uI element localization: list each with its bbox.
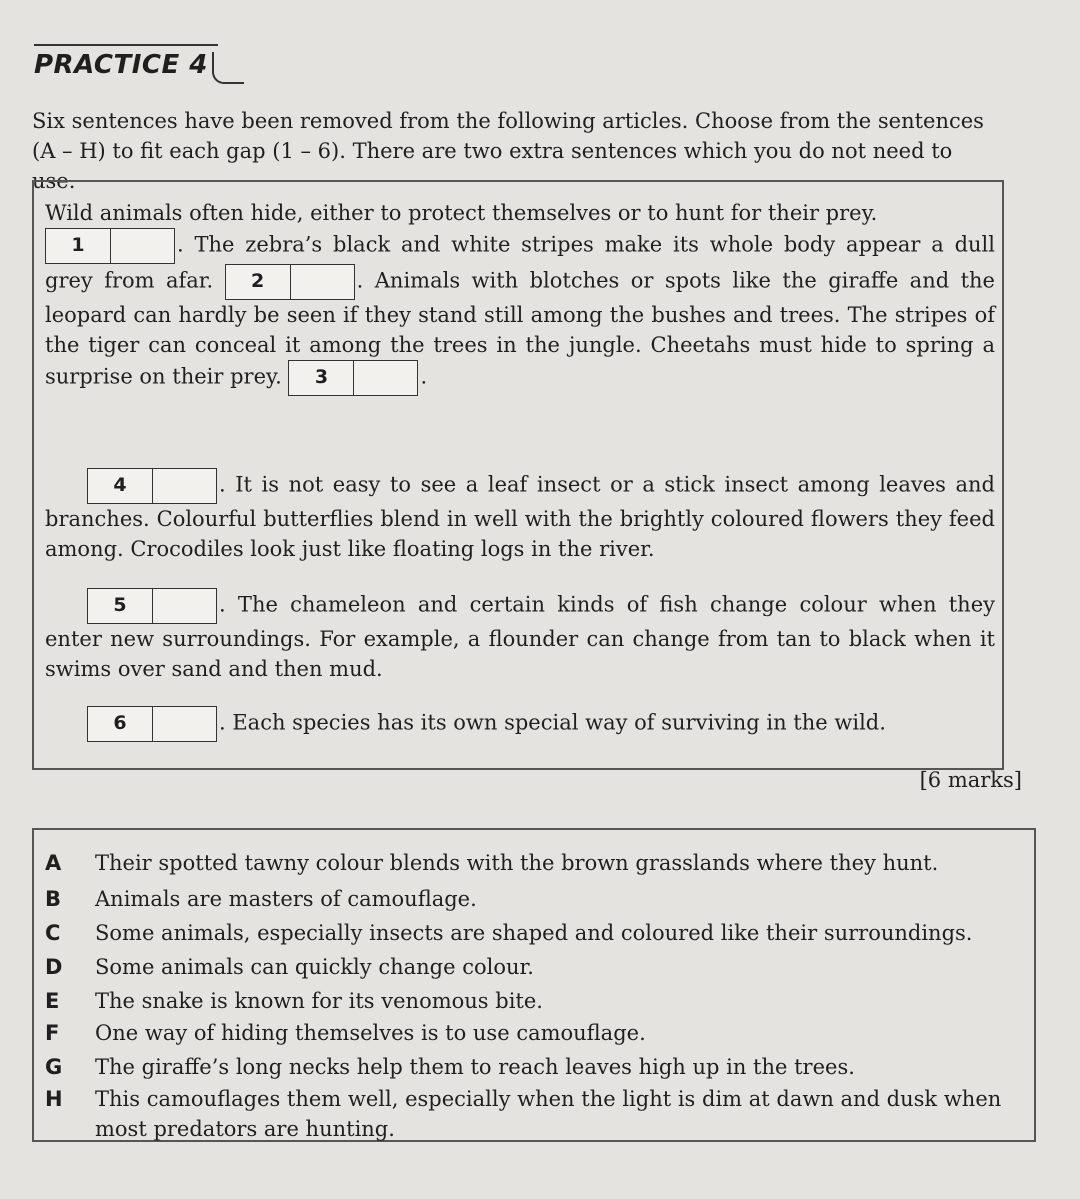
option-c [45, 918, 1025, 948]
option-text: This camouflages them well, especially when the light is dim at dawn and dusk when most predators are hunting. [95, 1087, 1002, 1141]
gap-1[interactable] [45, 228, 175, 264]
gap-5-number: 5 [88, 589, 153, 623]
option-letter: D [45, 955, 63, 979]
passage-sentence-1: . The zebra’s black and white stripes make its whole body appear a dull grey from afar. [45, 232, 995, 293]
option-letter: F [45, 1021, 60, 1045]
gap-3-number: 3 [289, 361, 354, 395]
option-text: The snake is known for its venomous bite. [95, 989, 543, 1013]
passage-sentence-3: . [420, 364, 428, 389]
gap-5-answer[interactable] [153, 589, 216, 623]
passage-sentence-5: . The chameleon and certain kinds of fish change colour when they enter new surroundings. For example, a flounder can change from tan to black when it swims over sand and then mud. [45, 592, 995, 681]
gap-4[interactable] [87, 468, 217, 504]
option-letter: G [45, 1055, 63, 1079]
option-letter: C [45, 921, 61, 945]
passage-paragraph-2 [45, 468, 995, 564]
passage-paragraph-4 [45, 706, 995, 742]
option-d [45, 952, 1025, 982]
gap-3[interactable] [288, 360, 418, 396]
option-f [45, 1018, 1025, 1048]
option-text: Their spotted tawny colour blends with the brown grasslands where they hunt. [95, 851, 939, 875]
gap-2-number: 2 [226, 265, 291, 299]
option-e [45, 986, 1025, 1016]
gap-3-answer[interactable] [354, 361, 417, 395]
gap-6-answer[interactable] [153, 707, 216, 741]
option-letter: E [45, 989, 60, 1013]
instructions: Six sentences have been removed from the following articles. Choose from the sentences (A – H) to fit each gap (1 – 6). There are two extra sentences which you do not need to use. [32, 109, 984, 193]
passage-sentence-2: . Animals with blotches or spots like the giraffe and the leopard can hardly be seen if they stand still among the bushes and trees. The stripes of the tiger can conceal it among the trees in the jungle. Cheetahs must hide to spring a surprise on their prey. [45, 268, 995, 389]
option-text: Some animals, especially insects are shaped and coloured like their surroundings. [95, 921, 973, 945]
gap-2[interactable] [225, 264, 355, 300]
marks-label: [6 marks] [919, 768, 1022, 792]
option-text: Some animals can quickly change colour. [95, 955, 534, 979]
option-b [45, 884, 1025, 914]
option-text: One way of hiding themselves is to use camouflage. [95, 1021, 646, 1045]
page-heading: PRACTICE 4 [34, 44, 218, 80]
passage-sentence-6: . Each species has its own special way of surviving in the wild. [219, 710, 886, 735]
gap-5[interactable] [87, 588, 217, 624]
option-text: The giraffe’s long necks help them to reach leaves high up in the trees. [95, 1055, 855, 1079]
option-g [45, 1052, 1025, 1082]
gap-6[interactable] [87, 706, 217, 742]
passage-sentence-0: Wild animals often hide, either to protect themselves or to hunt for their prey. [45, 201, 878, 225]
option-letter: A [45, 851, 62, 875]
option-a [45, 848, 1025, 878]
gap-1-answer[interactable] [111, 229, 174, 263]
gap-4-answer[interactable] [153, 469, 216, 503]
passage-paragraph-3 [45, 588, 995, 684]
gap-2-answer[interactable] [291, 265, 354, 299]
gap-6-number: 6 [88, 707, 153, 741]
gap-4-number: 4 [88, 469, 153, 503]
passage-paragraph-1 [45, 198, 995, 396]
passage-sentence-4: . It is not easy to see a leaf insect or a stick insect among leaves and branches. Colourful butterflies blend in well with the brightly coloured flowers they feed among. Crocodiles look just like floating logs in the river. [45, 472, 995, 561]
heading-decoration [212, 52, 244, 84]
gap-1-number: 1 [46, 229, 111, 263]
option-letter: B [45, 887, 62, 911]
option-h [45, 1084, 1025, 1144]
option-letter: H [45, 1087, 63, 1111]
option-text: Animals are masters of camouflage. [95, 887, 477, 911]
